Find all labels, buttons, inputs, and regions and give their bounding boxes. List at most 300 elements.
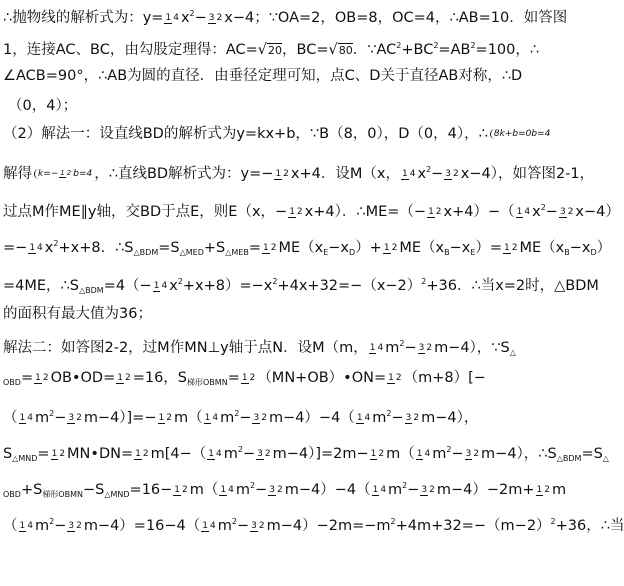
denominator: 2 xyxy=(283,168,289,179)
numerator: 1 xyxy=(19,520,26,531)
text-run: m xyxy=(217,518,232,534)
subscript: △MND xyxy=(12,454,38,463)
fraction xyxy=(465,449,480,459)
text-run: 过点M作ME∥y轴，交BD于点E，则E（x，− xyxy=(3,204,288,220)
numerator: 1 xyxy=(153,280,160,291)
numerator: 1 xyxy=(388,372,394,383)
text-run: 的面积有最大值为36； xyxy=(3,306,152,322)
text-line-7 xyxy=(3,198,620,222)
text-run: +x+8）=−x xyxy=(182,278,273,294)
text-run: m xyxy=(220,410,235,426)
text-run: − xyxy=(255,482,268,498)
fraction xyxy=(207,449,222,459)
text-line-3 xyxy=(3,66,530,86)
numerator: 1 xyxy=(416,448,423,459)
fraction xyxy=(516,207,531,217)
denominator: 2 xyxy=(261,412,267,423)
subscript: D xyxy=(349,248,356,257)
numerator: 1 xyxy=(241,372,248,383)
text-line-10 xyxy=(3,304,530,324)
text-run: m xyxy=(432,446,447,462)
text-run: m−4）−2m=−m xyxy=(266,518,391,534)
text-run: x xyxy=(180,10,190,26)
text-run: m xyxy=(372,410,387,426)
text-run: m（ xyxy=(386,446,415,462)
denominator: 2 xyxy=(42,372,49,383)
text-run: = xyxy=(227,370,240,386)
equation-system xyxy=(490,129,550,139)
numerator: 1 xyxy=(165,12,172,23)
text-run: x+4）−（ xyxy=(443,204,515,220)
fraction xyxy=(252,413,267,423)
superscript: 2 xyxy=(446,445,452,454)
denominator: 4 xyxy=(364,412,371,423)
text-run: m xyxy=(385,340,400,356)
superscript: 2 xyxy=(390,517,396,526)
superscript: 2 xyxy=(402,481,408,490)
system-text: k=− xyxy=(38,168,59,179)
numerator: 1 xyxy=(117,372,123,383)
text-run: ME（x xyxy=(519,240,565,256)
text-line-13 xyxy=(3,404,530,428)
text-run: m xyxy=(34,518,50,534)
text-line-14 xyxy=(3,440,609,469)
text-run: m−4）−4（ xyxy=(284,482,371,498)
denominator: 2 xyxy=(59,448,66,459)
subscript: B xyxy=(444,248,450,257)
text-run: ，∴直线BD解析式为：y=− xyxy=(94,166,274,182)
fraction xyxy=(356,413,371,423)
denominator: 2 xyxy=(413,412,420,423)
fraction xyxy=(387,373,402,383)
text-run: =S xyxy=(581,446,603,462)
text-run: = xyxy=(248,240,261,256)
sqrt-sign-icon: √ xyxy=(328,42,338,58)
fraction xyxy=(274,169,289,179)
numerator: 1 xyxy=(401,168,408,179)
fraction xyxy=(34,373,49,383)
numerator: 1 xyxy=(504,242,510,253)
text-run: m（ xyxy=(189,482,219,498)
text-run: =16，S xyxy=(132,370,188,386)
text-run: − xyxy=(545,204,558,220)
fraction xyxy=(208,13,223,23)
numerator: 1 xyxy=(204,412,211,423)
text-line-8 xyxy=(3,234,612,263)
denominator: 4 xyxy=(409,168,416,179)
numerator: 3 xyxy=(208,12,215,23)
text-line-5 xyxy=(3,124,551,144)
fraction xyxy=(427,207,442,217)
text-run: x−4；∵OA=2，OB=8，OC=4，∴AB=10．如答图 xyxy=(224,10,568,26)
fraction xyxy=(116,373,131,383)
numerator: 1 xyxy=(275,168,282,179)
text-run: − xyxy=(194,10,207,26)
denominator: 4 xyxy=(424,448,431,459)
fraction xyxy=(256,449,271,459)
numerator: 3 xyxy=(445,168,452,179)
text-run: =100，∴ xyxy=(475,42,540,58)
fraction xyxy=(173,485,188,495)
superscript: 2 xyxy=(272,277,278,286)
system-row: 8k+b=0 xyxy=(493,128,532,139)
sqrt-sign-icon: √ xyxy=(257,42,268,58)
numerator: 1 xyxy=(220,484,227,495)
fraction xyxy=(204,413,219,423)
denominator: 2 xyxy=(453,168,459,179)
text-run: − xyxy=(431,166,444,182)
fraction xyxy=(164,13,179,23)
denominator: 2 xyxy=(429,484,435,495)
denominator: 2 xyxy=(296,206,303,217)
numerator: 1 xyxy=(158,412,165,423)
subscript: △BDM xyxy=(556,454,582,463)
subscript: 梯形OBMN xyxy=(187,378,228,387)
numerator: 3 xyxy=(421,484,428,495)
denominator: 2 xyxy=(76,412,82,423)
superscript: 2 xyxy=(470,41,476,50)
text-run: m−4）]=− xyxy=(83,410,157,426)
numerator: 1 xyxy=(428,206,434,217)
numerator: 3 xyxy=(253,412,260,423)
denominator: 2 xyxy=(142,448,149,459)
fraction xyxy=(250,521,265,531)
fraction xyxy=(288,207,303,217)
text-line-4 xyxy=(8,96,535,116)
text-run: 解得 xyxy=(3,166,32,182)
superscript: 2 xyxy=(399,339,405,348)
text-run: 解法二：如答图2-2，过M作MN⊥y轴于点N．设M（m， xyxy=(3,340,368,356)
text-run: m xyxy=(235,482,250,498)
denominator: 2 xyxy=(473,448,480,459)
numerator: 1 xyxy=(202,520,209,531)
text-run: +S xyxy=(203,240,226,256)
numerator: 1 xyxy=(369,342,376,353)
text-run: +S xyxy=(20,482,43,498)
denominator: 2 xyxy=(182,484,188,495)
sqrt-expression xyxy=(329,42,353,58)
text-run: x xyxy=(532,204,541,220)
numerator: 3 xyxy=(465,448,472,459)
denominator: 4 xyxy=(27,412,33,423)
fraction xyxy=(268,485,283,495)
text-run: m xyxy=(223,446,238,462)
text-run: OB•OD= xyxy=(50,370,116,386)
text-run: S xyxy=(3,446,13,462)
denominator: 2 xyxy=(435,206,442,217)
text-run: − xyxy=(242,446,256,462)
text-run: x−4），如答图2-1， xyxy=(460,166,595,182)
superscript: 2 xyxy=(237,445,243,454)
equation-system xyxy=(34,169,92,179)
numerator: 1 xyxy=(356,412,363,423)
denominator: 2 xyxy=(264,448,271,459)
superscript: 2 xyxy=(49,517,55,526)
denominator: 4 xyxy=(228,484,234,495)
numerator: 1 xyxy=(289,206,295,217)
denominator: 2 xyxy=(124,372,131,383)
numerator: 1 xyxy=(208,448,214,459)
denominator: 4 xyxy=(173,12,179,23)
denominator: 2 xyxy=(270,242,277,253)
fraction xyxy=(51,449,66,459)
subscript: E xyxy=(323,248,329,257)
numerator: 3 xyxy=(405,412,412,423)
text-line-6 xyxy=(3,160,595,184)
fraction xyxy=(67,413,82,423)
text-run: ）= xyxy=(475,240,503,256)
subscript: △MEB xyxy=(225,248,249,257)
denominator: 2 xyxy=(511,242,518,253)
text-run: （2）解法一：设直线BD的解析式为y=kx+b，∵B（8，0），D（0，4），∴ xyxy=(3,126,488,142)
fraction xyxy=(19,413,34,423)
text-run: −x xyxy=(449,240,471,256)
fraction xyxy=(372,485,387,495)
subscript: OBD xyxy=(3,378,21,387)
numerator: 1 xyxy=(19,412,26,423)
subscript: △BDM xyxy=(133,248,159,257)
numerator: 1 xyxy=(370,448,377,459)
text-line-15 xyxy=(3,476,567,505)
numerator: 1 xyxy=(51,448,58,459)
text-run: x xyxy=(417,166,427,182)
text-run: x xyxy=(44,240,54,256)
denominator: 2 xyxy=(76,520,82,531)
fraction xyxy=(153,281,168,291)
numerator: 1 xyxy=(135,448,141,459)
text-run: ∠ACB=90°，∴AB为圆的直径．由垂径定理可知，点C、D关于直径AB对称，∴D xyxy=(3,68,523,84)
superscript: 2 xyxy=(189,9,195,18)
text-run: x+4．设M（x， xyxy=(290,166,400,182)
system-row: b=4 xyxy=(531,128,551,139)
denominator: 2 xyxy=(426,342,433,353)
text-run: −x xyxy=(569,240,591,256)
text-run: =AB xyxy=(438,42,471,58)
denominator: 4 xyxy=(524,206,531,217)
subscript: OBD xyxy=(3,490,21,499)
text-run: m−4），∴S xyxy=(481,446,557,462)
text-run: +36．∴当x=2时，△BDM xyxy=(426,278,599,294)
superscript: 2 xyxy=(386,409,392,418)
text-run: − xyxy=(404,340,417,356)
denominator: 2 xyxy=(567,206,574,217)
fraction xyxy=(59,169,72,177)
text-run: m xyxy=(34,410,50,426)
numerator: 1 xyxy=(372,484,379,495)
text-run: = xyxy=(37,446,50,462)
text-run: +BC xyxy=(401,42,434,58)
superscript: 2 xyxy=(53,239,59,248)
denominator: 2 xyxy=(395,372,402,383)
denominator: 2 xyxy=(258,520,265,531)
text-line-9 xyxy=(3,272,599,301)
fraction xyxy=(369,343,384,353)
text-run: （ xyxy=(3,410,18,426)
fraction xyxy=(536,485,551,495)
text-run: m−4）]=2m− xyxy=(272,446,369,462)
denominator: 4 xyxy=(210,520,216,531)
text-run: MN•DN= xyxy=(67,446,134,462)
fraction xyxy=(201,521,216,531)
subscript: △ xyxy=(509,348,516,357)
superscript: 2 xyxy=(426,165,432,174)
numerator: 1 xyxy=(516,206,523,217)
text-run: =4（− xyxy=(103,278,152,294)
numerator: 1 xyxy=(174,484,181,495)
denominator: 2 xyxy=(166,412,172,423)
fraction xyxy=(158,413,173,423)
text-run: m−4）， xyxy=(421,410,479,426)
text-run: ） xyxy=(596,240,612,256)
radicand: 20 xyxy=(268,44,283,57)
text-line-2 xyxy=(3,36,540,61)
fraction xyxy=(418,343,433,353)
text-run: +x+8．∴S xyxy=(58,240,134,256)
denominator: 2 xyxy=(276,484,283,495)
text-line-1 xyxy=(3,4,568,28)
denominator: 2 xyxy=(391,242,398,253)
text-run: x+4）．∴ME=（− xyxy=(304,204,427,220)
text-run: − xyxy=(407,482,420,498)
text-run: m（ xyxy=(174,410,203,426)
text-run: 1，连接AC、BC，由勾股定理得：AC= xyxy=(3,42,258,58)
denominator: 2 xyxy=(544,484,551,495)
fraction xyxy=(444,169,459,179)
numerator: 3 xyxy=(68,412,75,423)
text-run: − xyxy=(54,410,67,426)
denominator: 2 xyxy=(249,372,256,383)
text-run: （MN+OB）•ON= xyxy=(257,370,387,386)
fraction xyxy=(405,413,420,423)
fraction xyxy=(383,243,398,253)
fraction xyxy=(134,449,149,459)
denominator: 4 xyxy=(377,342,384,353)
text-run: ME（x xyxy=(278,240,324,256)
fraction xyxy=(401,169,416,179)
text-line-11 xyxy=(3,334,530,363)
text-run: m−4），∵S xyxy=(434,340,510,356)
text-run: x−4） xyxy=(575,204,620,220)
denominator: 2 xyxy=(378,448,385,459)
numerator: 3 xyxy=(269,484,275,495)
numerator: 3 xyxy=(418,342,425,353)
numerator: 1 xyxy=(35,372,41,383)
text-run: +4m+32=−（m−2） xyxy=(395,518,551,534)
sqrt-expression xyxy=(258,42,282,58)
text-run: = xyxy=(20,370,34,386)
fraction xyxy=(219,485,234,495)
radicand: 80 xyxy=(338,44,353,57)
subscript: △MND xyxy=(104,490,130,499)
superscript: 2 xyxy=(249,481,256,490)
text-run: m xyxy=(552,482,567,498)
fraction xyxy=(262,243,277,253)
superscript: 2 xyxy=(49,409,55,418)
subscript: B xyxy=(564,248,570,257)
fraction xyxy=(503,243,518,253)
fraction xyxy=(19,521,34,531)
text-run: （ xyxy=(3,518,18,534)
superscript: 2 xyxy=(231,517,237,526)
superscript: 2 xyxy=(177,277,183,286)
text-run: ME（x xyxy=(399,240,445,256)
superscript: 2 xyxy=(433,41,439,50)
denominator: 4 xyxy=(212,412,219,423)
text-run: − xyxy=(239,410,252,426)
superscript: 2 xyxy=(421,277,427,286)
numerator: 3 xyxy=(68,520,75,531)
text-run: +4x+32=−（x−2） xyxy=(277,278,422,294)
denominator: 4 xyxy=(161,280,168,291)
text-run: （0，4）； xyxy=(8,98,78,114)
superscript: 2 xyxy=(234,409,240,418)
text-run: =16− xyxy=(129,482,173,498)
text-run: m xyxy=(388,482,403,498)
text-run: m−4）−2m+ xyxy=(436,482,535,498)
denominator: 2 xyxy=(66,168,72,177)
subscript: △BDM xyxy=(78,286,104,295)
numerator: 1 xyxy=(60,168,65,177)
text-run: − xyxy=(236,518,250,534)
fraction xyxy=(559,207,574,217)
text-run: m−4）−4（ xyxy=(268,410,355,426)
subscript: D xyxy=(590,248,597,257)
text-run: − xyxy=(391,410,404,426)
text-line-12 xyxy=(3,368,530,393)
text-run: −x xyxy=(328,240,350,256)
numerator: 1 xyxy=(536,484,543,495)
text-run: − xyxy=(54,518,67,534)
denominator: 4 xyxy=(37,242,43,253)
system-row: b=4 xyxy=(73,168,93,179)
denominator: 4 xyxy=(380,484,387,495)
fraction xyxy=(28,243,43,253)
fraction xyxy=(67,521,82,531)
text-run: ∴抛物线的解析式为：y= xyxy=(3,10,164,26)
numerator: 3 xyxy=(559,206,566,217)
fraction xyxy=(241,373,256,383)
subscript: 梯形OBMN xyxy=(42,490,83,499)
text-run: − xyxy=(451,446,464,462)
text-run: +36，∴当 xyxy=(555,518,624,534)
denominator: 4 xyxy=(216,448,222,459)
text-run: =4ME，∴S xyxy=(3,278,79,294)
text-run: −S xyxy=(82,482,105,498)
fraction xyxy=(370,449,385,459)
text-run: m−4）=16−4（ xyxy=(83,518,201,534)
denominator: 2 xyxy=(216,12,223,23)
text-run: ．∵AC xyxy=(352,42,397,58)
superscript: 2 xyxy=(540,203,546,212)
superscript: 2 xyxy=(550,517,556,526)
text-run: m[4−（ xyxy=(150,446,207,462)
text-run: =− xyxy=(3,240,28,256)
fraction xyxy=(420,485,435,495)
system-row xyxy=(38,169,73,179)
numerator: 1 xyxy=(383,242,390,253)
text-run: ）+ xyxy=(355,240,382,256)
text-run: =S xyxy=(158,240,180,256)
superscript: 2 xyxy=(396,41,402,50)
text-run: ，BC= xyxy=(282,42,329,58)
text-run: （m+8）[− xyxy=(403,370,486,386)
numerator: 3 xyxy=(251,520,257,531)
numerator: 1 xyxy=(29,242,36,253)
numerator: 3 xyxy=(257,448,263,459)
subscript: E xyxy=(470,248,476,257)
fraction xyxy=(416,449,431,459)
subscript: △MED xyxy=(179,248,204,257)
